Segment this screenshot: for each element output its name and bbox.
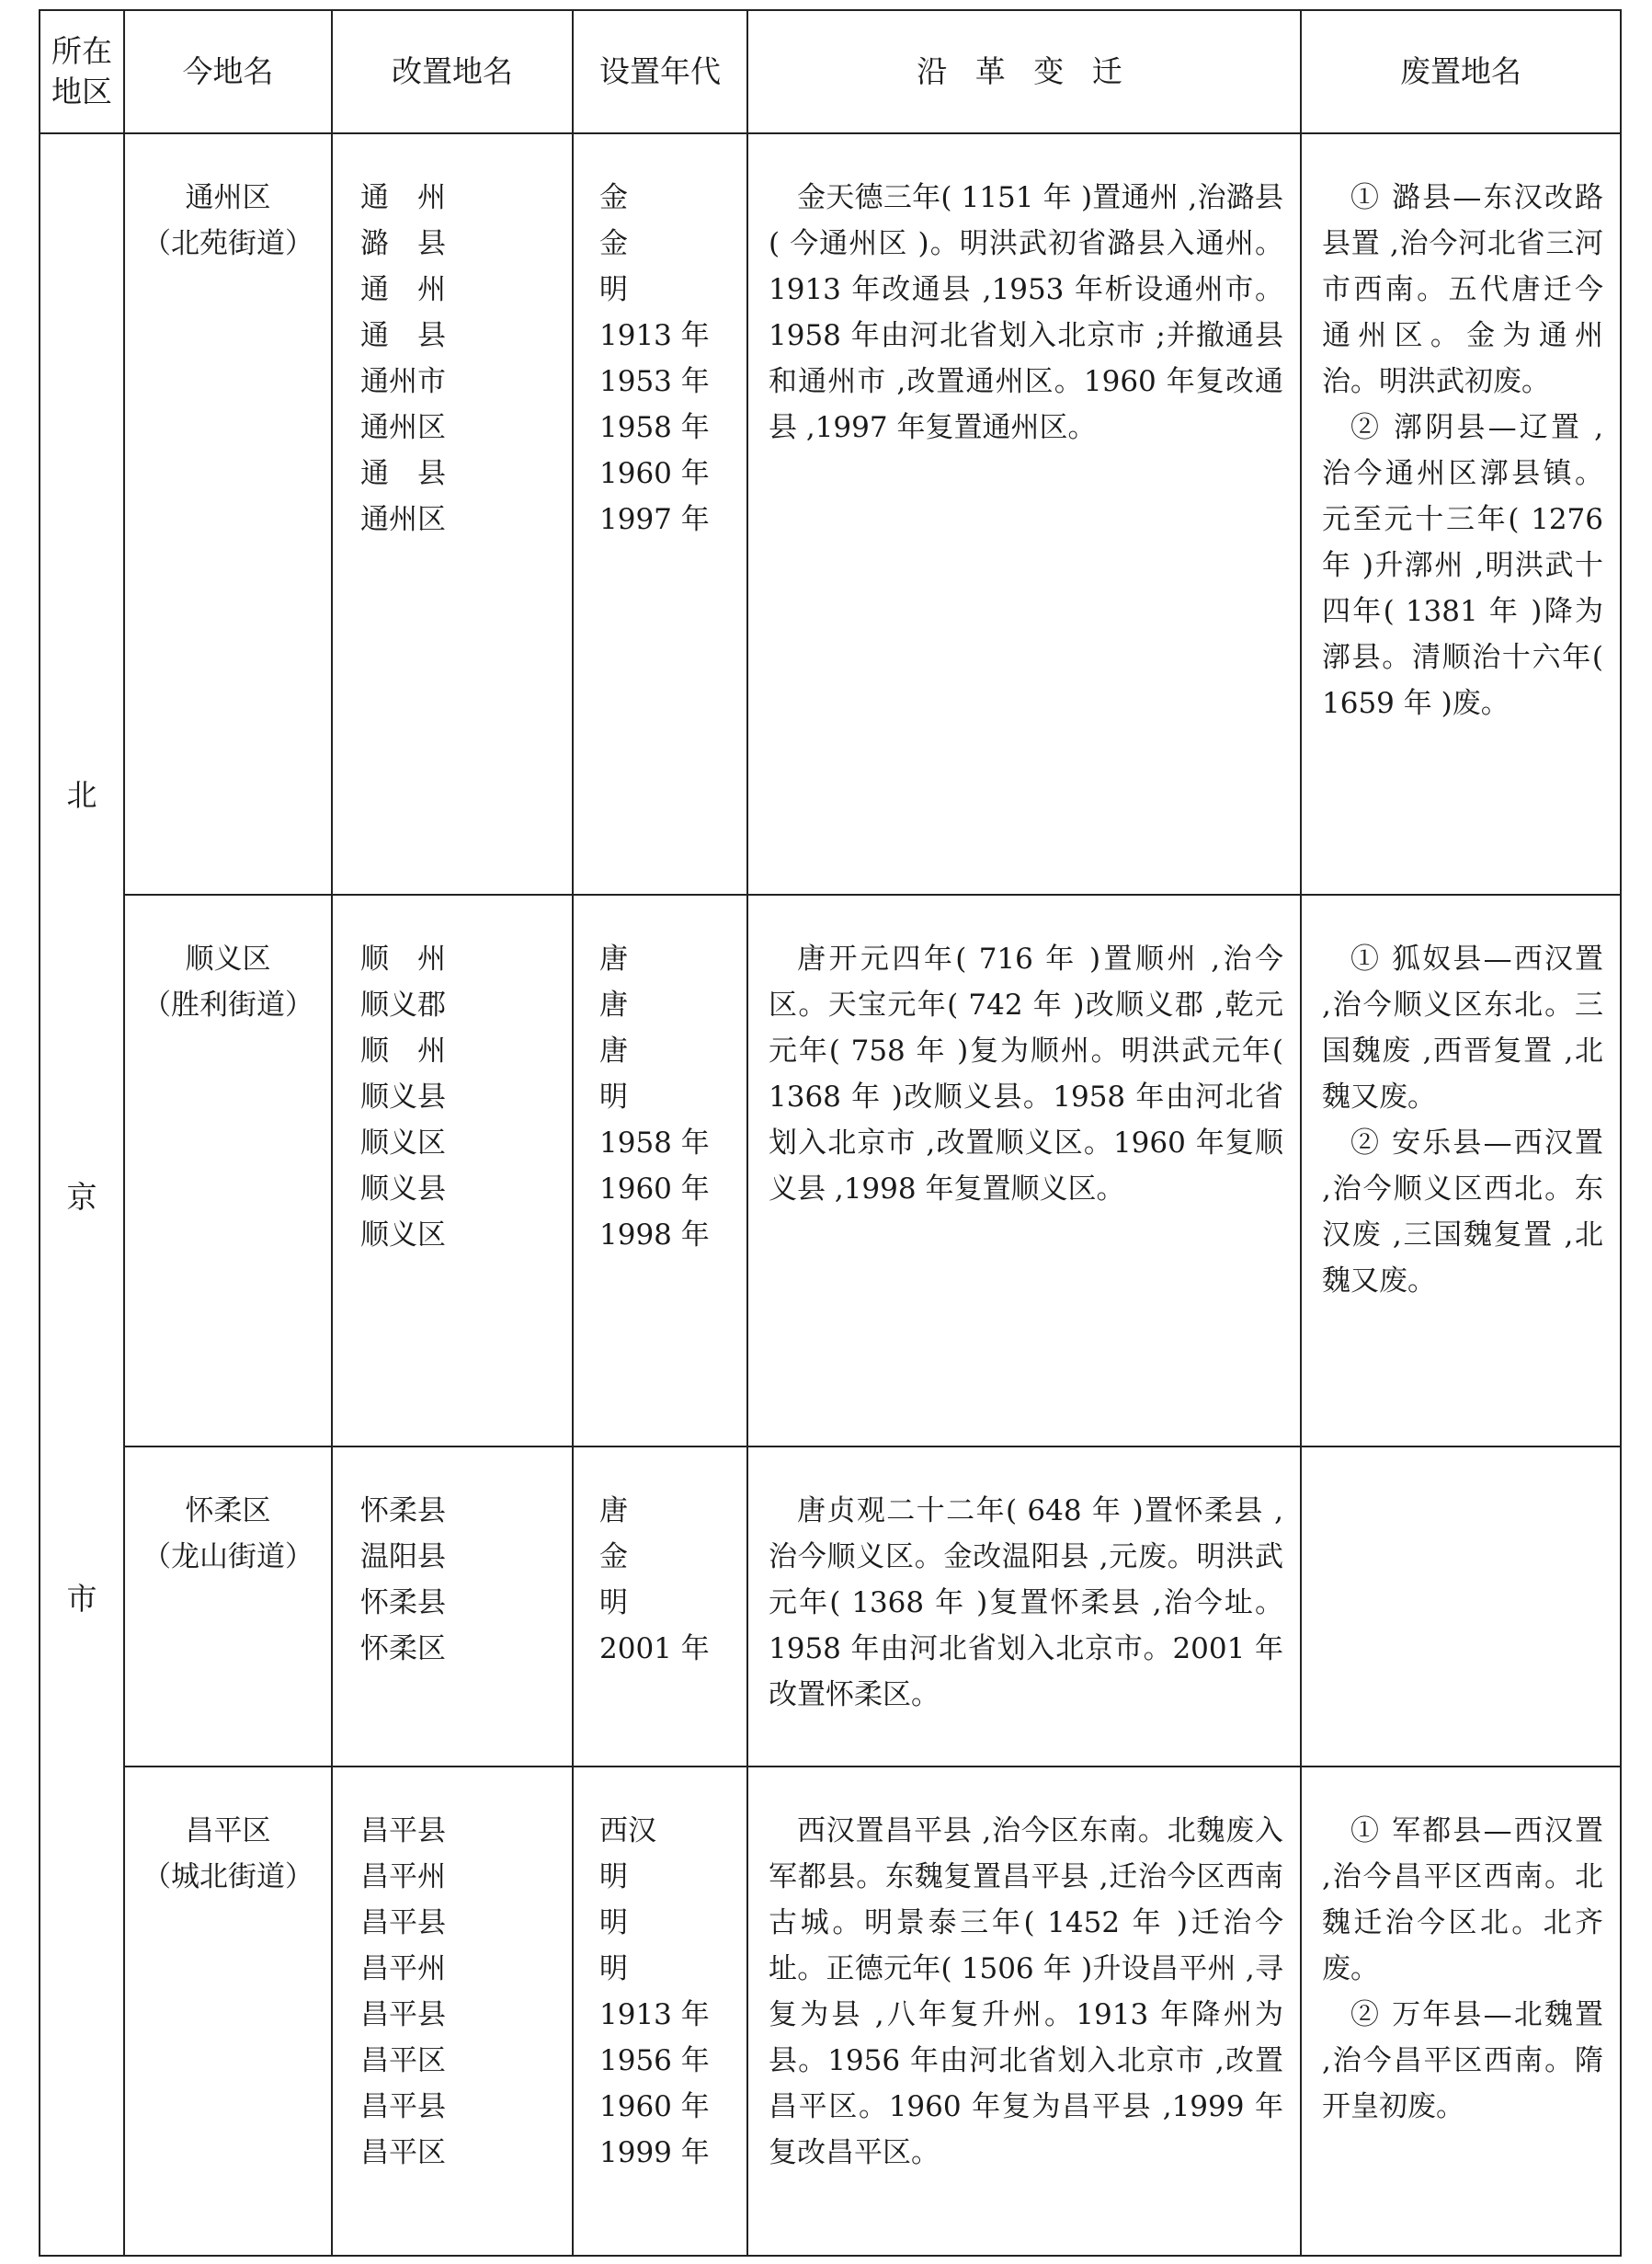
year-entry: 1999 年 — [599, 2136, 710, 2169]
table-row — [40, 895, 1621, 1446]
abolished-cell — [1301, 1767, 1621, 2256]
name-entry: 怀柔县 — [360, 1586, 446, 1619]
year-entry: 1913 年 — [599, 319, 710, 352]
years-cell — [573, 133, 747, 895]
name-entry: 昌平区 — [360, 2136, 446, 2169]
name-entry: 通 州 — [360, 181, 446, 214]
name-entry: 顺 州 — [360, 1035, 446, 1068]
abolished-note: ② 安乐县—西汉置 ,治今顺义区西北。东汉废 ,三国魏复置 ,北魏又废。 — [1322, 1126, 1603, 1298]
table-row — [40, 133, 1621, 895]
region-cell — [40, 133, 124, 2256]
name-entry: 通州区 — [360, 503, 446, 536]
name-entry: 顺义区 — [360, 1218, 446, 1252]
year-entry: 唐 — [599, 1494, 628, 1527]
year-entry: 唐 — [599, 943, 628, 976]
region-char: 北 — [66, 776, 97, 813]
current-name-cell — [124, 895, 332, 1446]
name-entry: 昌平县 — [360, 1906, 446, 1939]
year-entry: 1958 年 — [599, 411, 710, 444]
year-entry: 明 — [599, 1586, 628, 1619]
changed-names-cell — [332, 1446, 573, 1767]
history-cell: 金天德三年( 1151 年 )置通州 ,治潞县( 今通州区 )。明洪武初省潞县入通州。1913 年改通县 ,1953 年析设通州市。1958 年由河北省划入北京市 ;并撤通县和通州市 ,改置通州区。1960 年复改通县 ,1997 年复置通州区。 — [747, 133, 1301, 895]
current-name: 怀柔区 — [185, 1494, 271, 1527]
name-entry: 顺义县 — [360, 1172, 446, 1206]
table-row — [40, 1446, 1621, 1767]
abolished-cell — [1301, 1446, 1621, 1767]
year-entry: 明 — [599, 273, 628, 306]
year-entry: 明 — [599, 1081, 628, 1114]
year-entry: 2001 年 — [599, 1632, 710, 1665]
current-name: 顺义区 — [185, 943, 271, 976]
name-entry: 怀柔区 — [360, 1632, 446, 1665]
region-char: 京 — [66, 1178, 97, 1215]
changed-names-cell — [332, 1767, 573, 2256]
table-body — [40, 133, 1621, 2256]
name-entry: 昌平县 — [360, 2090, 446, 2123]
year-entry: 金 — [599, 181, 628, 214]
abolished-note: ① 潞县—东汉改路县置 ,治今河北省三河市西南。五代唐迁今通州区。金为通州治。明洪武初废。 — [1322, 181, 1603, 398]
name-entry: 昌平州 — [360, 1952, 446, 1985]
subdistrict: （北苑街道） — [142, 227, 313, 260]
years-cell — [573, 1767, 747, 2256]
year-entry: 唐 — [599, 1035, 628, 1068]
name-entry: 昌平县 — [360, 1814, 446, 1847]
name-entry: 怀柔县 — [360, 1494, 446, 1527]
history-cell: 唐开元四年( 716 年 )置顺州 ,治今区。天宝元年( 742 年 )改顺义郡 ,乾元元年( 758 年 )复为顺州。明洪武元年( 1368 年 )改顺义县。1958 年由河北省划入北京市 ,改置顺义区。1960 年复顺义县 ,1998 年复置顺义区。 — [747, 895, 1301, 1446]
year-entry: 金 — [599, 1540, 628, 1573]
subdistrict: （城北街道） — [142, 1860, 313, 1893]
header-established: 设置年代 — [573, 10, 747, 133]
name-entry: 昌平州 — [360, 1860, 446, 1893]
year-entry: 明 — [599, 1860, 628, 1893]
years-cell — [573, 1446, 747, 1767]
abolished-note: ② 万年县—北魏置 ,治今昌平区西南。隋开皇初废。 — [1322, 1998, 1603, 2123]
header-changed-name: 改置地名 — [332, 10, 573, 133]
name-entry: 通州区 — [360, 411, 446, 444]
changed-names-cell — [332, 133, 573, 895]
name-entry: 昌平县 — [360, 1998, 446, 2031]
abolished-cell — [1301, 895, 1621, 1446]
year-entry: 1960 年 — [599, 1172, 710, 1206]
name-entry: 温阳县 — [360, 1540, 446, 1573]
name-entry: 通 县 — [360, 457, 446, 490]
year-entry: 1960 年 — [599, 457, 710, 490]
header-row — [40, 10, 1621, 133]
subdistrict: （龙山街道） — [142, 1540, 313, 1573]
year-entry: 金 — [599, 227, 628, 260]
name-entry: 顺义县 — [360, 1081, 446, 1114]
year-entry: 明 — [599, 1906, 628, 1939]
name-entry: 通州市 — [360, 365, 446, 398]
year-entry: 1997 年 — [599, 503, 710, 536]
history-cell: 唐贞观二十二年( 648 年 )置怀柔县 ,治今顺义区。金改温阳县 ,元废。明洪武元年( 1368 年 )复置怀柔县 ,治今址。1958 年由河北省划入北京市。2001 年改置怀柔区。 — [747, 1446, 1301, 1767]
abolished-note: ② 漷阴县—辽置 ,治今通州区漷县镇。元至元十三年( 1276 年 )升漷州 ,明洪武十四年( 1381 年 )降为漷县。清顺治十六年( 1659 年 )废。 — [1322, 411, 1603, 720]
year-entry: 1998 年 — [599, 1218, 710, 1252]
year-entry: 1953 年 — [599, 365, 710, 398]
name-entry: 潞 县 — [360, 227, 446, 260]
name-entry: 昌平区 — [360, 2044, 446, 2077]
year-entry: 唐 — [599, 989, 628, 1022]
header-abolished: 废置地名 — [1301, 10, 1621, 133]
current-name-cell — [124, 1446, 332, 1767]
name-entry: 顺 州 — [360, 943, 446, 976]
name-entry: 通 州 — [360, 273, 446, 306]
current-name: 通州区 — [185, 181, 271, 214]
year-entry: 1913 年 — [599, 1998, 710, 2031]
abolished-note: ① 军都县—西汉置 ,治今昌平区西南。北魏迁治今区北。北齐废。 — [1322, 1814, 1603, 1985]
year-entry: 明 — [599, 1952, 628, 1985]
current-name-cell — [124, 133, 332, 895]
name-entry: 通 县 — [360, 319, 446, 352]
name-entry: 顺义郡 — [360, 989, 446, 1022]
current-name: 昌平区 — [185, 1814, 271, 1847]
abolished-cell — [1301, 133, 1621, 895]
header-region: 所在地区 — [40, 10, 124, 133]
abolished-note: ① 狐奴县—西汉置 ,治今顺义区东北。三国魏废 ,西晋复置 ,北魏又废。 — [1322, 943, 1603, 1114]
region-char: 市 — [66, 1580, 97, 1617]
name-entry: 顺义区 — [360, 1126, 446, 1160]
years-cell — [573, 895, 747, 1446]
year-entry: 西汉 — [599, 1814, 656, 1847]
year-entry: 1958 年 — [599, 1126, 710, 1160]
year-entry: 1956 年 — [599, 2044, 710, 2077]
county-history-table — [39, 9, 1622, 2257]
table-row — [40, 1767, 1621, 2256]
changed-names-cell — [332, 895, 573, 1446]
history-cell: 西汉置昌平县 ,治今区东南。北魏废入军都县。东魏复置昌平县 ,迁治今区西南古城。明景泰三年( 1452 年 )迁治今址。正德元年( 1506 年 )升设昌平州 ,寻复为县 ,八年复升州。1913 年降州为县。1956 年由河北省划入北京市 ,改置昌平区。1960 年复为昌平县 ,1999 年复改昌平区。 — [747, 1767, 1301, 2256]
subdistrict: （胜利街道） — [142, 989, 313, 1022]
header-current-name: 今地名 — [124, 10, 332, 133]
current-name-cell — [124, 1767, 332, 2256]
header-history: 沿 革 变 迁 — [747, 10, 1301, 133]
year-entry: 1960 年 — [599, 2090, 710, 2123]
